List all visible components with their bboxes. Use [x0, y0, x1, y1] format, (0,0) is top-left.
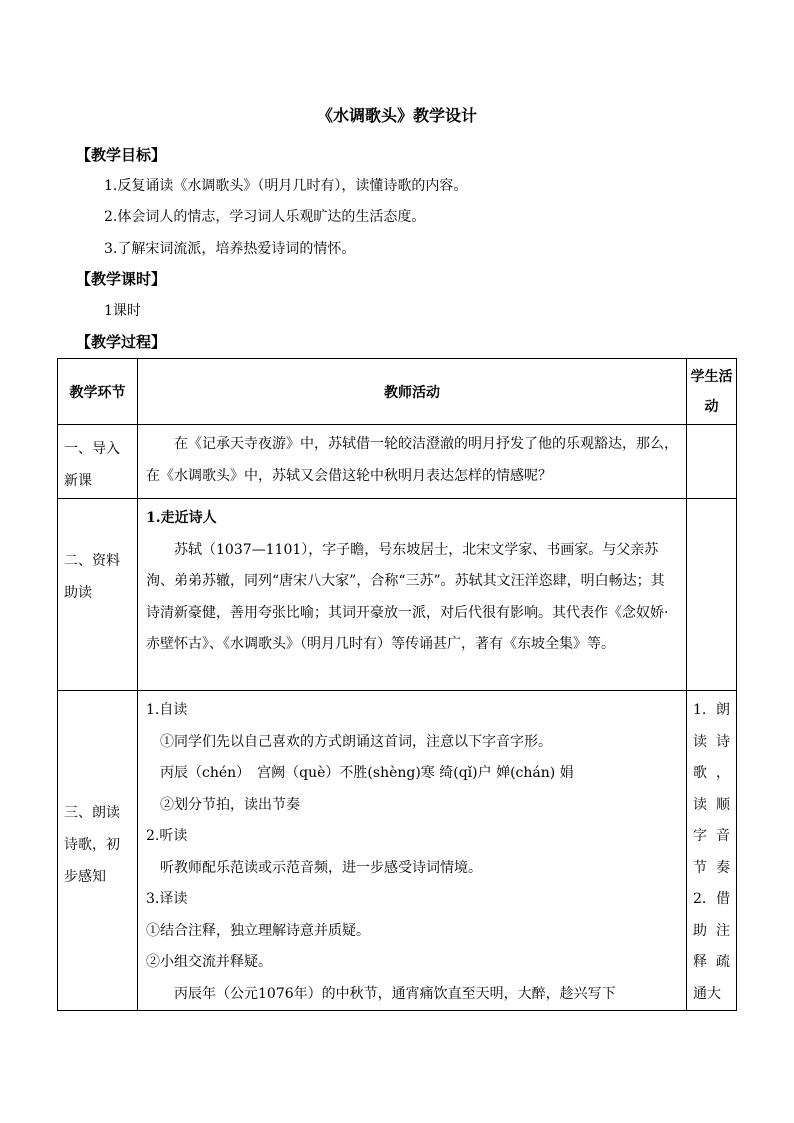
- activity-text: 丙辰年（公元1076年）的中秋节，通宵痛饮直至天明，大醉，趁兴写下: [174, 985, 616, 1002]
- activity-text: 听教师配乐范读或示范音频，进一步感受诗词情境。: [160, 859, 482, 876]
- activity-cell: [138, 691, 687, 1011]
- objective-item: 1.反复诵读《水调歌头》（明月几时有），读懂诗歌的内容。: [104, 178, 468, 194]
- hours-value: 1课时: [104, 303, 141, 319]
- student-cell: 1.朗读诗歌，读顺字音节奏 2.借助注释疏通大: [687, 691, 737, 1011]
- document-title: 《水调歌头》教学设计: [316, 106, 477, 125]
- activity-text: ①同学们先以自己喜欢的方式朗诵这首词，注意以下字音字形。: [160, 733, 552, 750]
- activity-text: 1.走近诗人: [146, 510, 217, 526]
- student-cell: [687, 425, 737, 499]
- process-heading: 【教学过程】: [76, 333, 167, 351]
- column-header-stage: 教学环节: [58, 359, 138, 425]
- stage-cell: 一、导入新课: [58, 425, 138, 499]
- table-row: [58, 425, 737, 499]
- table-row: [58, 691, 737, 1011]
- stage-cell: 三、朗读诗歌，初步感知: [58, 691, 138, 1011]
- activity-text: 1.自读: [146, 702, 188, 718]
- process-table: [57, 358, 737, 1011]
- objectives-heading: 【教学目标】: [76, 146, 167, 164]
- activity-text: 2.听读: [146, 828, 188, 844]
- activity-text: 丙辰（chén） 宫阙（què）不胜(shèng)寒 绮(qǐ)户 婵(chán) 娟: [160, 765, 574, 781]
- activity-text: 苏轼（1037—1101），字子瞻，号东坡居士，北宋文学家、书画家。与父亲苏洵、弟弟苏辙，同列“唐宋八大家”，合称“三苏”。苏轼其文汪洋恣肆，明白畅达；其诗清新豪健，善用夸张比喻；其词开豪放一派，对后代很有影响。其代表作《念奴娇·赤壁怀古》、《水调歌头》（明月几时有）等传诵甚广，著有《东坡全集》等。: [146, 541, 669, 652]
- hours-heading: 【教学课时】: [76, 270, 167, 288]
- table-row: [58, 499, 737, 691]
- activity-cell: [138, 499, 687, 691]
- objective-item: 2.体会词人的情志，学习词人乐观旷达的生活态度。: [104, 209, 426, 225]
- objective-item: 3.了解宋词流派，培养热爱诗词的情怀。: [104, 241, 356, 257]
- activity-text: 3.译读: [146, 891, 188, 907]
- activity-text: ②小组交流并释疑。: [146, 954, 272, 970]
- column-header-teacher: 教师活动: [138, 359, 687, 425]
- stage-cell: 二、资料助读: [58, 499, 138, 691]
- table-header-row: [58, 359, 737, 425]
- activity-text: 在《记承天寺夜游》中，苏轼借一轮皎洁澄澈的明月抒发了他的乐观豁达，那么，在《水调歌头》中，苏轼又会借这轮中秋明月表达怎样的情感呢？: [146, 436, 678, 484]
- activity-text: ①结合注释，独立理解诗意并质疑。: [146, 922, 370, 939]
- activity-cell: [138, 425, 687, 499]
- student-cell: [687, 499, 737, 691]
- activity-text: ②划分节拍，读出节奏: [160, 796, 300, 813]
- column-header-student: 学生活动: [687, 359, 737, 425]
